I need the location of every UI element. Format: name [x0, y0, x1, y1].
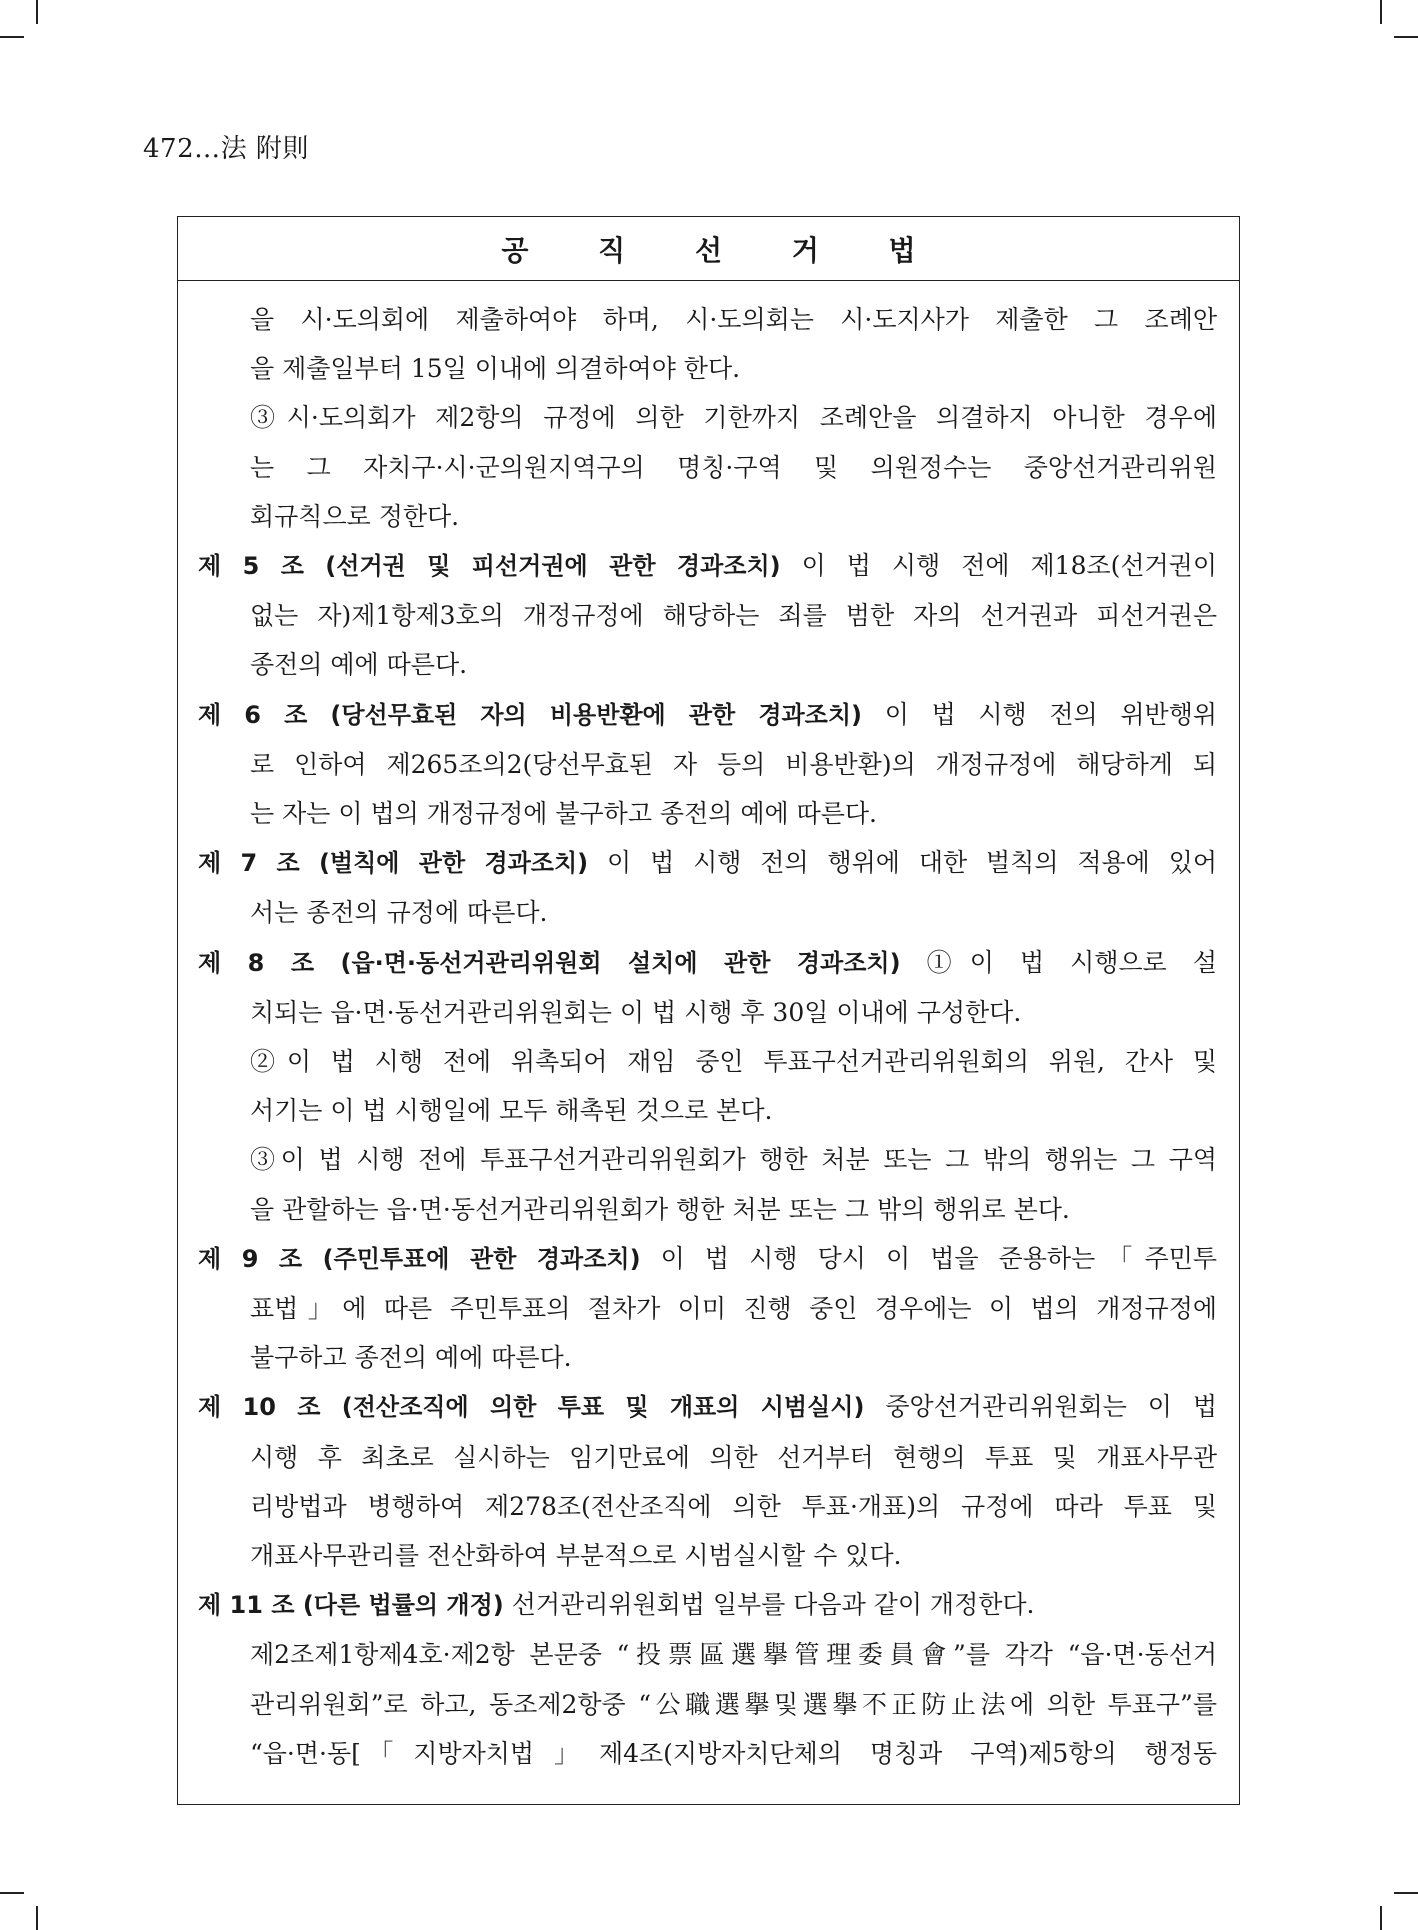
- line-text: 시행 후 최초로 실시하는 임기만료에 의한 선거부터 현행의 투표 및 개표사무관: [250, 1442, 1217, 1472]
- crop-mark: [0, 1892, 24, 1894]
- line-text: 관리위원회”로 하고, 동조제2항중 “公職選擧및選擧不正防止法에 의한 투표구”를: [250, 1689, 1217, 1719]
- line-text: “읍·면·동[「지방자치법」제4조(지방자치단체의 명칭과 구역)제5항의 행정동: [250, 1738, 1217, 1768]
- text-line: [198, 1482, 1217, 1531]
- text-line: [198, 393, 1217, 442]
- text-line: [198, 740, 1217, 789]
- crop-mark: [0, 36, 24, 38]
- article-heading: 제 9 조 (주민투표에 관한 경과조치): [198, 1244, 641, 1273]
- line-text: 서는 종전의 규정에 따른다.: [250, 898, 548, 928]
- crop-mark: [36, 1906, 38, 1930]
- line-text: 개표사무관리를 전산화하여 부분적으로 시범실시할 수 있다.: [250, 1541, 902, 1571]
- text-line: [198, 1284, 1217, 1333]
- law-text-body: [178, 281, 1239, 1778]
- text-line: [198, 1135, 1217, 1184]
- text-line: [198, 789, 1217, 838]
- line-text: 치되는 읍·면·동선거관리위원회는 이 법 시행 후 30일 이내에 구성한다.: [250, 997, 1022, 1027]
- crop-mark: [1394, 1892, 1418, 1894]
- text-line: [198, 443, 1217, 492]
- line-text: 을 제출일부터 15일 이내에 의결하여야 한다.: [250, 354, 741, 384]
- line-text: 없는 자)제1항제3호의 개정규정에 해당하는 죄를 범한 자의 선거권과 피선거권은: [250, 601, 1217, 631]
- line-text: 리방법과 병행하여 제278조(전산조직에 의한 투표·개표)의 규정에 따라 투표 및: [250, 1491, 1217, 1521]
- line-text: 을 시·도의회에 제출하여야 하며, 시·도의회는 시·도지사가 제출한 그 조례안: [250, 305, 1217, 334]
- text-line: [198, 1680, 1217, 1729]
- page-header: 472…法 附則: [143, 134, 309, 164]
- line-text: 이 법 시행 전의 위반행위: [862, 699, 1217, 729]
- article-heading: 제 7 조 (벌칙에 관한 경과조치): [198, 849, 589, 878]
- text-line: [198, 1531, 1217, 1580]
- text-line: [198, 1185, 1217, 1234]
- text-line: [198, 888, 1217, 937]
- line-text: 종전의 예에 따른다.: [250, 650, 468, 680]
- text-line: [198, 1729, 1217, 1778]
- article-heading: 제 5 조 (선거권 및 피선거권에 관한 경과조치): [198, 552, 781, 581]
- text-line: [198, 1333, 1217, 1382]
- line-text: 제2조제1항제4호·제2항 본문중 “投票區選擧管理委員會”를 각각 “읍·면·동선거: [250, 1640, 1217, 1670]
- article-heading: 제 8 조 (읍·면·동선거관리위원회 설치에 관한 경과조치): [198, 948, 901, 977]
- line-text: ③시·도의회가 제2항의 규정에 의한 기한까지 조례안을 의결하지 아니한 경우에: [250, 403, 1217, 433]
- article-line: [198, 938, 1217, 988]
- article-line: [198, 1234, 1217, 1284]
- line-text: ③이 법 시행 전에 투표구선거관리위원회가 행한 처분 또는 그 밖의 행위는 그 구역: [250, 1145, 1217, 1175]
- text-line: [198, 1630, 1217, 1679]
- article-line: [198, 541, 1217, 591]
- text-line: [198, 344, 1217, 393]
- box-title: 공 직 선 거 법: [178, 217, 1239, 281]
- law-text-box: [177, 216, 1240, 1805]
- line-text: 이 법 시행 당시 이 법을 준용하는「주민투: [640, 1243, 1217, 1273]
- text-line: [198, 1086, 1217, 1135]
- text-line: [198, 591, 1217, 640]
- line-text: 불구하고 종전의 예에 따른다.: [250, 1343, 572, 1373]
- line-text: ①이 법 시행으로 설: [900, 947, 1217, 977]
- article-line: [198, 690, 1217, 740]
- line-text: 이 법 시행 전의 행위에 대한 벌칙의 적용에 있어: [588, 848, 1218, 878]
- article-heading: 제 6 조 (당선무효된 자의 비용반환에 관한 경과조치): [198, 700, 863, 729]
- text-line: [198, 295, 1217, 344]
- line-text: 는 자는 이 법의 개정규정에 불구하고 종전의 예에 따른다.: [250, 799, 877, 829]
- line-text: 는 그 자치구·시·군의원지역구의 명칭·구역 및 의원정수는 중앙선거관리위원: [250, 452, 1217, 482]
- text-line: [198, 492, 1217, 541]
- line-text: ②이 법 시행 전에 위촉되어 재임 중인 투표구선거관리위원회의 위원, 간사 및: [250, 1047, 1217, 1077]
- article-heading: 제 10 조 (전산조직에 의한 투표 및 개표의 시범실시): [198, 1393, 865, 1422]
- crop-mark: [1394, 36, 1418, 38]
- line-text: 이 법 시행 전에 제18조(선거권이: [780, 551, 1217, 581]
- line-text: 회규칙으로 정한다.: [250, 501, 460, 531]
- line-text: 로 인하여 제265조의2(당선무효된 자 등의 비용반환)의 개정규정에 해당하게 되: [250, 749, 1217, 779]
- line-text: 중앙선거관리위원회는 이 법: [864, 1392, 1217, 1422]
- text-line: [198, 1037, 1217, 1086]
- text-line: [198, 988, 1217, 1037]
- article-line: [198, 838, 1217, 888]
- crop-mark: [1380, 1906, 1382, 1930]
- line-text: 을 관할하는 읍·면·동선거관리위원회가 행한 처분 또는 그 밖의 행위로 본다.: [250, 1194, 1070, 1224]
- article-line: [198, 1382, 1217, 1432]
- text-line: [198, 1433, 1217, 1482]
- crop-mark: [1380, 0, 1382, 24]
- line-text: 표법」에 따른 주민투표의 절차가 이미 진행 중인 경우에는 이 법의 개정규정에: [250, 1294, 1217, 1324]
- text-line: [198, 640, 1217, 689]
- article-heading: 제 11 조 (다른 법률의 개정): [198, 1591, 504, 1620]
- crop-mark: [36, 0, 38, 24]
- line-text: 선거관리위원회법 일부를 다음과 같이 개정한다.: [503, 1590, 1035, 1620]
- line-text: 서기는 이 법 시행일에 모두 해촉된 것으로 본다.: [250, 1096, 773, 1126]
- article-line: [198, 1580, 1217, 1630]
